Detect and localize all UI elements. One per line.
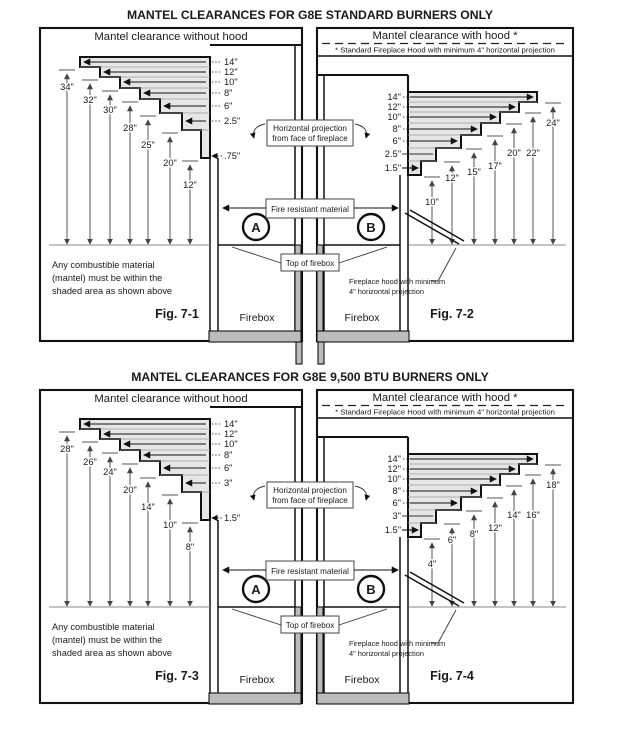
firebox-label: Firebox [239, 312, 275, 324]
dim-label: 18" [546, 480, 560, 490]
dim-label: 25" [141, 140, 155, 150]
step-label: 6" [392, 498, 401, 508]
figure-caption: Fig. 7-2 [430, 307, 474, 321]
box-label: Horizontal projection [273, 486, 347, 495]
hood-note-line: Fireplace hood with minimum [349, 277, 446, 286]
dim-label: 20" [163, 158, 177, 168]
marker-letter: B [366, 220, 376, 235]
figure-7-2 [317, 28, 573, 364]
panel-header: Mantel clearance without hood [94, 31, 248, 43]
dim-label: 28" [60, 444, 74, 454]
step-label: 10" [387, 474, 401, 484]
figure-7-4 [317, 390, 573, 704]
dim-label: 10" [425, 197, 439, 207]
step-label: 14" [387, 92, 401, 102]
section-standard-burners [40, 8, 573, 364]
dim-label: 6" [447, 535, 457, 545]
note-line: shaded area as shown above [52, 286, 173, 296]
dim-label: 20" [123, 485, 137, 495]
note-line: Any combustible material [52, 622, 155, 632]
figure-caption: Fig. 7-1 [155, 307, 199, 321]
step-label: 8" [392, 124, 401, 134]
step-label: 1.5" [384, 163, 401, 173]
dim-label: 8" [185, 542, 195, 552]
dim-label: 12" [183, 180, 197, 190]
panel-header: Mantel clearance with hood * [372, 30, 518, 42]
step-label: 14" [224, 419, 238, 429]
step-label: 12" [224, 429, 238, 439]
dim-label: 12" [488, 523, 502, 533]
marker-letter: A [251, 220, 261, 235]
box-label: Top of firebox [285, 259, 335, 268]
figure-7-1 [40, 28, 302, 364]
figure-7-3 [40, 390, 302, 704]
dim-label: 15" [467, 167, 481, 177]
dim-label: 4" [427, 559, 437, 569]
dim-label: 10" [163, 520, 177, 530]
note-line: (mantel) must be within the [52, 635, 163, 645]
box-label: Fire resistant material [271, 205, 349, 214]
firebox-label: Firebox [344, 674, 380, 686]
figure-caption: Fig. 7-3 [155, 669, 199, 683]
step-label: 10" [387, 112, 401, 122]
figure-caption: Fig. 7-4 [430, 669, 474, 683]
dim-label: 34" [60, 82, 74, 92]
box-label: from face of fireplace [272, 496, 348, 505]
step-label: 6" [224, 463, 233, 473]
dim-label: 26" [83, 457, 97, 467]
note-line: Any combustible material [52, 260, 155, 270]
step-label: 6" [392, 136, 401, 146]
marker-letter: A [251, 582, 261, 597]
dim-label: 14" [507, 510, 521, 520]
step-label: 8" [224, 450, 233, 460]
step-label: 1.5" [384, 525, 401, 535]
firebox-floor [317, 693, 409, 704]
box-label: Fire resistant material [271, 567, 349, 576]
dim-label: 12" [445, 173, 459, 183]
dim-label: 22" [526, 148, 540, 158]
step-label: 10" [224, 77, 238, 87]
dim-label: 20" [507, 148, 521, 158]
dim-label: 24" [103, 467, 117, 477]
step-label: 3" [392, 511, 401, 521]
firebox-label: Firebox [239, 674, 275, 686]
step-label: 12" [387, 464, 401, 474]
panel-subheader: * Standard Fireplace Hood with minimum 4" horizontal projection [335, 45, 555, 55]
firebox-label: Firebox [344, 312, 380, 324]
step-label: 10" [224, 439, 238, 449]
step-label: 14" [387, 454, 401, 464]
dim-label: 8" [469, 529, 479, 539]
hood-note-line: 4" horizontal projection [349, 649, 424, 658]
hood-note-line: Fireplace hood with minimum [349, 639, 446, 648]
firebox-floor [209, 331, 301, 342]
section-title: MANTEL CLEARANCES FOR G8E STANDARD BURNERS ONLY [126, 8, 494, 22]
dim-label: 17" [488, 161, 502, 171]
step-label: 3" [224, 478, 233, 488]
panel-header: Mantel clearance without hood [94, 393, 248, 405]
box-label: Top of firebox [285, 621, 335, 630]
dim-label: 30" [103, 105, 117, 115]
dim-label: 24" [546, 118, 560, 128]
hood-note-line: 4" horizontal projection [349, 287, 424, 296]
step-label: 2.5" [384, 149, 401, 159]
step-label: 1.5" [224, 513, 241, 523]
dim-label: 16" [526, 510, 540, 520]
dim-label: 32" [83, 95, 97, 105]
step-label: 14" [224, 57, 238, 67]
step-label: 12" [224, 67, 238, 77]
step-label: 8" [224, 88, 233, 98]
box-label: from face of fireplace [272, 134, 348, 143]
firebox-floor [209, 693, 301, 704]
chimney-stub [296, 342, 302, 364]
dim-label: 14" [141, 502, 155, 512]
note-line: shaded area as shown above [52, 648, 173, 658]
step-label: 2.5" [224, 116, 241, 126]
step-label: .75" [224, 151, 241, 161]
section-9500-btu-burners [40, 370, 573, 704]
step-label: 6" [224, 101, 233, 111]
box-label: Horizontal projection [273, 124, 347, 133]
note-line: (mantel) must be within the [52, 273, 163, 283]
step-label: 8" [392, 486, 401, 496]
panel-header: Mantel clearance with hood * [372, 392, 518, 404]
step-label: 12" [387, 102, 401, 112]
chimney-stub [318, 342, 324, 364]
panel-subheader: * Standard Fireplace Hood with minimum 4" horizontal projection [335, 407, 555, 417]
marker-letter: B [366, 582, 376, 597]
firebox-floor [317, 331, 409, 342]
dim-label: 28" [123, 123, 137, 133]
section-title: MANTEL CLEARANCES FOR G8E 9,500 BTU BURNERS ONLY [131, 370, 489, 384]
